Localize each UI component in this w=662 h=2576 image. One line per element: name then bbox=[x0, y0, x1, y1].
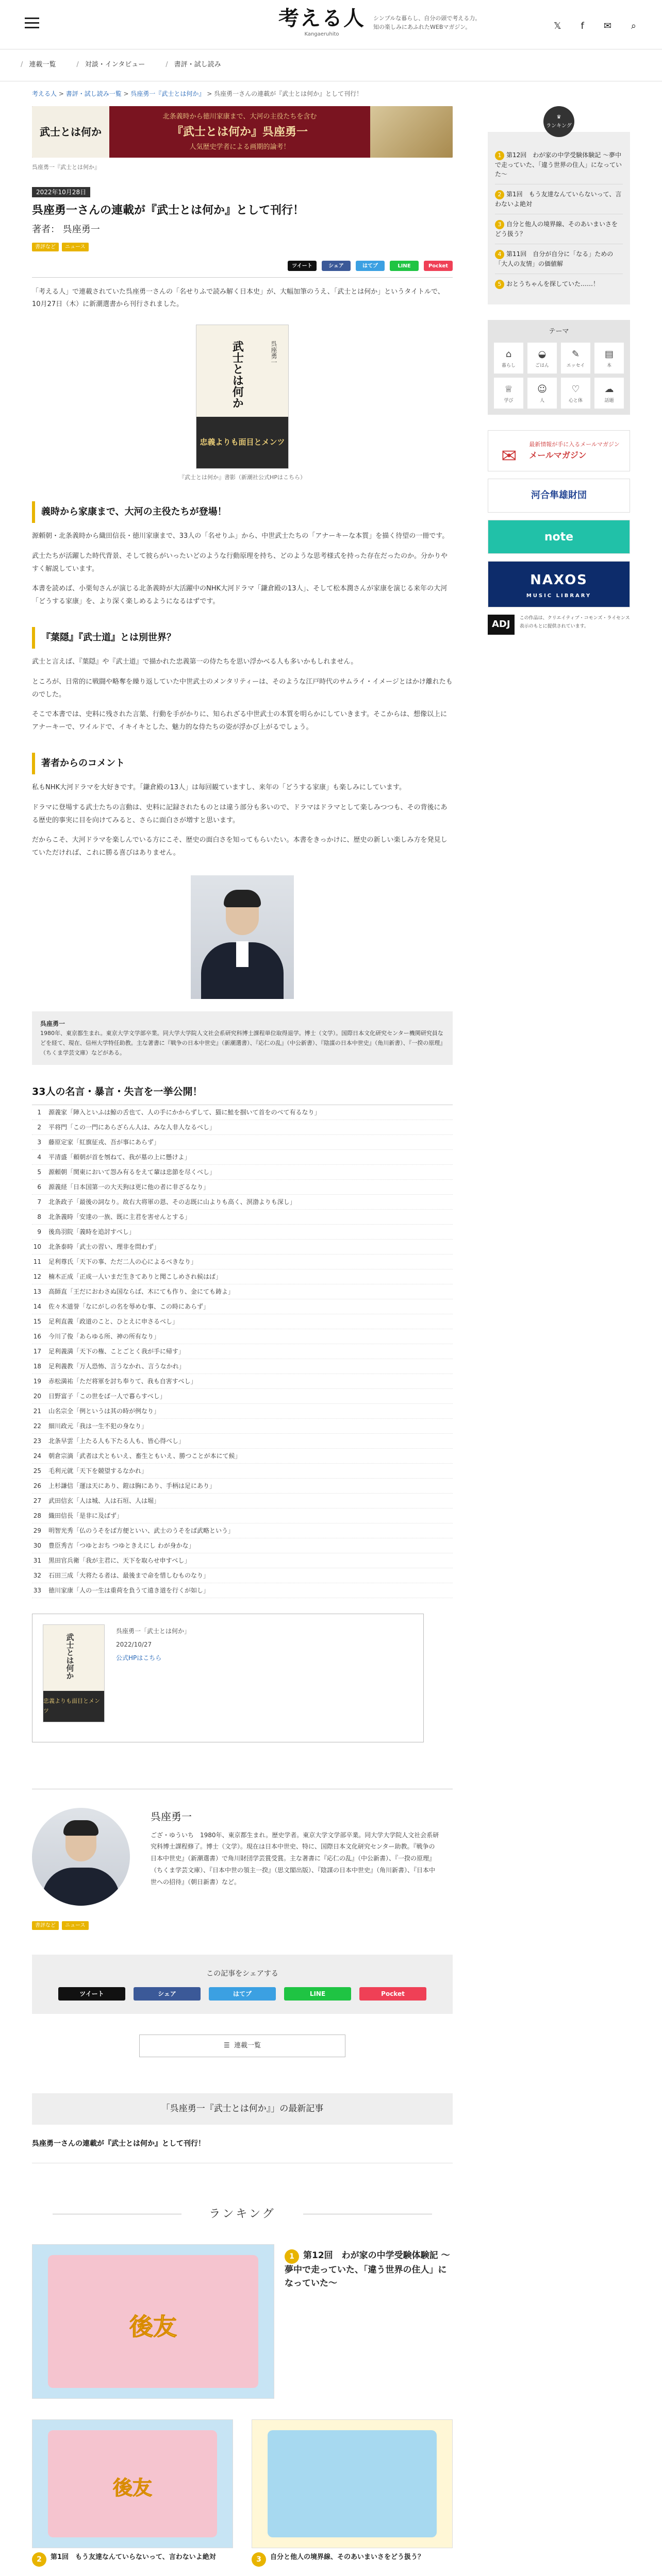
share-pocket-button[interactable]: Pocket bbox=[359, 1987, 426, 2001]
quote-number: 28 bbox=[33, 1512, 41, 1519]
author-profile-box bbox=[32, 1011, 453, 1065]
quote-text: 織田信長「是非に及ばず」 bbox=[48, 1512, 123, 1519]
quote-text: 日野富子「この世をば一人で暮らすべし」 bbox=[48, 1392, 166, 1400]
paragraph: 本書を読めば、小栗旬さんが演じる北条義時が大活躍中のNHK大河ドラマ「鎌倉殿の13人」、そして松本潤さんが家康を演じる来年の大河「どうする家康」を、より深く楽しめるようになるはずです。 bbox=[32, 585, 448, 606]
quote-number: 19 bbox=[33, 1377, 41, 1385]
series-list-label: 連載一覧 bbox=[234, 2042, 261, 2050]
rank-title: 自分と他人の境界線、そのあいまいさをどう扱う？ bbox=[270, 2553, 425, 2562]
rank-card-3[interactable] bbox=[252, 2419, 453, 2567]
quote-text: 平清盛「頼朝が首を刎ねて、我が墓の上に懸けよ」 bbox=[48, 1153, 191, 1161]
quote-item bbox=[32, 1329, 453, 1344]
theme-topic[interactable]: ☁ 話題 bbox=[594, 378, 624, 409]
theme-heart[interactable]: ♡ 心と体 bbox=[561, 378, 590, 409]
person-icon: ☺ bbox=[537, 383, 547, 395]
book-card[interactable] bbox=[32, 1614, 424, 1742]
share-section-title: この記事をシェアする bbox=[206, 1969, 278, 1978]
author-thumbnail bbox=[32, 1808, 130, 1906]
logo-sub: Kangaeruhito bbox=[304, 31, 339, 37]
quote-item bbox=[32, 1583, 453, 1598]
heart-icon: ♡ bbox=[571, 383, 580, 395]
sidebar-ranking-head bbox=[488, 106, 630, 137]
quote-text: 石田三成「大将たる者は、最後まで命を惜しむものなり」 bbox=[48, 1571, 210, 1579]
tag-list bbox=[32, 243, 453, 251]
rank-title: 第12回 わが家の中学受験体験記 〜夢中で走っていた、「違う世界の住人」になっていた〜 bbox=[285, 2250, 450, 2289]
author-photo bbox=[191, 875, 294, 999]
author-bio-text: ござ・ゆういち 1980年、東京都生まれ。歴史学者。東京大学文学部卒業。同大学大学院人文社会系研究科博士課程修了。博士（文学）。現在は日本中世史、特に、国際日本文化研究センター助教。『戦争の日本中世史』（新潮選書）で角川財団学芸賞受賞。主な著書に『応仁の乱』（中公新書）、『一揆の原理』（ちくま学芸文庫）、『日本中世の領主一揆』（思文閣出版）、『陰謀の日本中世史』（角川新書）、『日本中世への招待』（朝日新書）など。 bbox=[151, 1831, 439, 1886]
paragraph: 私もNHK大河ドラマを大好きです。「鎌倉殿の13人」は毎回観ていますし、来年の「どうする家康」も楽しみにしています。 bbox=[32, 784, 406, 792]
quote-number: 14 bbox=[33, 1302, 41, 1310]
nav-item-interview[interactable]: / 対談・インタビュー bbox=[76, 59, 145, 71]
quote-number: 4 bbox=[37, 1153, 41, 1161]
logo-text: 考える人 bbox=[278, 6, 365, 30]
quote-item bbox=[32, 1165, 453, 1180]
banner-line1: 北条義時から徳川家康まで、大河の主役たちを含む bbox=[162, 112, 317, 121]
sidebar-ranking-list bbox=[488, 132, 630, 304]
tag-list-bottom bbox=[32, 1921, 453, 1930]
quote-number: 20 bbox=[33, 1392, 41, 1400]
paragraph: 武士と言えば、『葉隠』や『武士道』で描かれた忠義第一の侍たちを思い浮かべる人も多いかもしれません。 bbox=[32, 658, 358, 666]
quote-item bbox=[32, 1255, 453, 1269]
quote-text: 源義家「陣入といふは鯨の舌也て、人の手にかからずして、猫に鮭を掴いて首をのべて有るなり」 bbox=[48, 1108, 321, 1116]
quote-text: 楠木正成「正成一人いまだ生きてありと聞こしめされ候はば」 bbox=[48, 1273, 222, 1280]
house-icon: ⌂ bbox=[505, 348, 512, 360]
bowl-icon: ◒ bbox=[538, 348, 547, 360]
quote-item bbox=[32, 1135, 453, 1150]
theme-essay[interactable]: ✎ エッセイ bbox=[561, 343, 590, 374]
site-logo[interactable] bbox=[278, 7, 482, 39]
quote-text: 黒田官兵衛「我が主君に、天下を取らせ申すべし」 bbox=[48, 1556, 191, 1564]
sidebar-rank-item[interactable] bbox=[495, 184, 623, 214]
crown-icon: ♛ ランキング bbox=[543, 106, 574, 137]
quote-text: 足利義教「万人恐怖、言うなかれ、言うなかれ」 bbox=[48, 1362, 185, 1370]
book-card-date: 2022/10/27 bbox=[116, 1640, 152, 1648]
quote-text: 北条早雲「上たる人も下たる人も、皆心得べし」 bbox=[48, 1437, 185, 1445]
quote-item bbox=[32, 1225, 453, 1240]
quote-number: 3 bbox=[37, 1138, 41, 1146]
profile-text: 1980年、東京都生まれ。東京大学文学部卒業。同大学大学院人文社会系研究科博士課程単位取得退学。博士（文学）。国際日本文化研究センター機関研究員などを経て、現在、信州大学特任助教。主な著書に『戦争の日本中世史』（新潮選書）、『応仁の乱』（中公新書）、『陰謀の日本中世史』（角川新書）、『一揆の原理』（ちくま学芸文庫）などがある。 bbox=[40, 1030, 443, 1056]
banner-line2: 『武士とは何か』呉座勇一 bbox=[171, 125, 308, 139]
sidebar-rank-item[interactable] bbox=[495, 274, 623, 294]
quote-item bbox=[32, 1105, 453, 1120]
article-content bbox=[32, 106, 453, 2576]
quote-text: 藤原定家「紅旗征戎、吾が事にあらず」 bbox=[48, 1138, 160, 1146]
quotes-title: 33人の名言・暴言・失言を一挙公開！ bbox=[32, 1083, 453, 1105]
nav-label: 連載一覧 bbox=[29, 61, 56, 69]
quote-text: 北条泰時「武士の習い、理非を問わず」 bbox=[48, 1243, 160, 1250]
quote-text: 武田信玄「人は城、人は石垣、人は堀」 bbox=[48, 1497, 160, 1504]
book-cover-band: 忠義よりも面目とメンツ bbox=[196, 417, 288, 468]
series-list-button[interactable]: ☰ 連載一覧 bbox=[139, 2035, 345, 2057]
quote-text: 山名宗全「例というは其の時が例なり」 bbox=[48, 1407, 160, 1415]
rank-image-text: 後友 bbox=[129, 2312, 177, 2341]
quote-text: 後鳥羽院「義時を追討すべし」 bbox=[48, 1228, 135, 1235]
profile-name: 呉座勇一 bbox=[40, 1020, 65, 1027]
quote-item bbox=[32, 1344, 453, 1359]
book-card-author: 呉座勇一「武士とは何か」 bbox=[116, 1627, 191, 1635]
breadcrumb-category[interactable]: 書評・試し読み一覧 bbox=[65, 90, 122, 97]
menu-icon[interactable] bbox=[25, 18, 39, 29]
rank-number: 3 bbox=[252, 2552, 266, 2567]
share-line-button[interactable]: LINE bbox=[390, 261, 419, 271]
share-facebook-button[interactable]: シェア bbox=[322, 261, 351, 271]
rank-title: 第12回 わが家の中学受験体験記 〜夢中で走っていた、「違う世界の住人」になっていた〜 bbox=[495, 151, 622, 178]
share-twitter-button[interactable]: ツイート bbox=[58, 1987, 125, 2001]
mail-icon[interactable]: ✉ bbox=[603, 21, 611, 31]
quote-item bbox=[32, 1284, 453, 1299]
quote-text: 今川了俊「あらゆる所、神の所有なり」 bbox=[48, 1332, 160, 1340]
quote-item bbox=[32, 1195, 453, 1210]
breadcrumb: 考える人 > 書評・試し読み一覧 > 呉座勇一『武士とは何か』 > 呉座勇一さんの連載が『武士とは何か』として刊行！ bbox=[32, 90, 363, 97]
quote-number: 29 bbox=[33, 1527, 41, 1534]
quote-item bbox=[32, 1180, 453, 1195]
sidebar-rank-item[interactable] bbox=[495, 145, 623, 184]
tag[interactable]: 書評など bbox=[32, 243, 59, 251]
rank-title: おとうちゃんを探していた……！ bbox=[506, 280, 600, 288]
book-figure bbox=[32, 325, 453, 483]
ad-mailmagazine[interactable]: ✉ 最新情報が手に入るメールマガジン メールマガジン bbox=[488, 430, 630, 471]
quote-item bbox=[32, 1509, 453, 1523]
quote-text: 朝倉宗滴「武者は犬ともいえ、畜生ともいえ、勝つことが本にて候」 bbox=[48, 1452, 241, 1460]
theme-title: テーマ bbox=[549, 328, 569, 336]
book-banner[interactable] bbox=[32, 106, 453, 158]
breadcrumb-home[interactable]: 考える人 bbox=[32, 90, 57, 97]
quote-text: 細川政元「我は一生不犯の身なり」 bbox=[48, 1422, 148, 1430]
rank-number: 1 bbox=[285, 2249, 299, 2264]
article-lead: 「考える人」で連載されていた呉座勇一さんの「名せりふで読み解く日本史」が、大幅加筆のうえ、「武士とは何か」というタイトルで、10月27日（木）に新潮選書から刊行されました。 bbox=[32, 288, 444, 308]
paragraph: ところが、日常的に戦闘や略奪を繰り返していた中世武士のメンタリティーは、そのような江戸時代のサムライ・イメージとはかけ離れたものでした。 bbox=[32, 678, 453, 699]
quote-number: 16 bbox=[33, 1332, 41, 1340]
nav-item-review[interactable]: / 書評・試し読み bbox=[166, 59, 221, 71]
rank-number: 4 bbox=[495, 250, 504, 259]
ad-note[interactable]: note bbox=[488, 520, 630, 554]
quote-number: 11 bbox=[33, 1258, 41, 1265]
quote-number: 5 bbox=[37, 1168, 41, 1176]
share-section bbox=[32, 1955, 453, 2014]
ad-adj[interactable]: ADJ この作品は、クリエイティブ・コモンズ・ライセンス表示のもとに提供されています。 bbox=[488, 615, 630, 651]
author-block bbox=[32, 1789, 453, 1906]
site-header bbox=[0, 0, 662, 49]
quote-number: 22 bbox=[33, 1422, 41, 1430]
ad-kawai[interactable]: 河合隼雄財団 bbox=[488, 479, 630, 513]
book-card-title: 武士とは何か bbox=[65, 1633, 75, 1680]
twitter-icon[interactable]: 𝕏 bbox=[553, 21, 561, 31]
tag[interactable]: ニュース bbox=[62, 243, 89, 251]
quote-number: 9 bbox=[37, 1228, 41, 1235]
quote-item bbox=[32, 1553, 453, 1568]
share-buttons bbox=[32, 261, 453, 278]
quote-text: 平将門「この一門にあらざらん人は、みな人非人なるべし」 bbox=[48, 1123, 216, 1131]
ranking-grid bbox=[32, 2244, 453, 2576]
crown-label: ランキング bbox=[546, 123, 572, 129]
main-nav bbox=[0, 49, 662, 81]
quote-number: 24 bbox=[33, 1452, 41, 1460]
quote-number: 21 bbox=[33, 1407, 41, 1415]
ad-naxos[interactable]: NAXOS MUSIC LIBRARY bbox=[488, 561, 630, 607]
quote-number: 17 bbox=[33, 1347, 41, 1355]
search-icon[interactable]: ⌕ bbox=[631, 21, 636, 31]
book-card-image[interactable] bbox=[43, 1624, 105, 1722]
quote-item bbox=[32, 1210, 453, 1225]
section-heading: 『葉隠』『武士道』とは別世界？ bbox=[32, 627, 453, 649]
quote-text: 上杉謙信「運は天にあり、鎧は胸にあり、手柄は足にあり」 bbox=[48, 1482, 216, 1489]
rank-number: 2 bbox=[32, 2552, 46, 2567]
share-pocket-button[interactable]: Pocket bbox=[424, 261, 453, 271]
nav-label: 書評・試し読み bbox=[174, 61, 221, 69]
quote-number: 15 bbox=[33, 1317, 41, 1325]
book-icon: ▤ bbox=[604, 348, 614, 360]
quote-text: 毛利元就「天下を競望するなかれ」 bbox=[48, 1467, 148, 1475]
quote-item bbox=[32, 1419, 453, 1434]
book-card-link[interactable]: 公式HPはこちら bbox=[116, 1654, 162, 1662]
quote-text: 佐々木道誉「なにがしの名を辱めむ事、この時にあらず」 bbox=[48, 1302, 210, 1310]
quote-item bbox=[32, 1494, 453, 1509]
quote-item bbox=[32, 1120, 453, 1135]
header-icons bbox=[554, 19, 636, 35]
quote-number: 10 bbox=[33, 1243, 41, 1250]
quote-number: 12 bbox=[33, 1273, 41, 1280]
share-facebook-button[interactable]: シェア bbox=[134, 1987, 201, 2001]
nav-item-series[interactable]: / 連載一覧 bbox=[21, 59, 56, 71]
quote-item bbox=[32, 1359, 453, 1374]
quote-number: 32 bbox=[33, 1571, 41, 1579]
quote-text: 赤松満祐「ただ将軍を討ち奉りて、我も自害すべし」 bbox=[48, 1377, 197, 1385]
banner-book-title: 武士とは何か bbox=[32, 106, 109, 158]
bubble-icon: ☁ bbox=[604, 383, 614, 395]
quote-number: 6 bbox=[37, 1183, 41, 1191]
quote-item bbox=[32, 1479, 453, 1494]
quote-text: 足利直義「政道のこと、ひとえに申さるべし」 bbox=[48, 1317, 179, 1325]
rank-number: 3 bbox=[495, 220, 504, 229]
rank-image bbox=[252, 2419, 453, 2548]
cap-icon: ♕ bbox=[504, 383, 513, 395]
book-cover-title: 武士とは何か bbox=[230, 341, 244, 409]
book-cover-image[interactable] bbox=[196, 325, 289, 469]
author-bio-name[interactable]: 呉座勇一 bbox=[151, 1810, 192, 1823]
quote-number: 13 bbox=[33, 1287, 41, 1295]
tag[interactable]: ニュース bbox=[62, 1921, 89, 1930]
tag[interactable]: 書評など bbox=[32, 1921, 59, 1930]
quote-text: 北条義時「安達の一族、既に主君を害せんとする」 bbox=[48, 1213, 191, 1221]
rank-image bbox=[32, 2419, 233, 2548]
pen-icon: ✎ bbox=[571, 348, 580, 360]
quote-text: 足利義満「天下の権、ことごとく我が手に帰す」 bbox=[48, 1347, 185, 1355]
quote-text: 源義経「日本国第一の大天狗は更に他の者に非ざるなり」 bbox=[48, 1183, 210, 1191]
rank-image bbox=[32, 2244, 274, 2399]
theme-food[interactable]: ◒ ごはん bbox=[527, 343, 557, 374]
mail-icon: ✉ bbox=[501, 446, 517, 467]
quote-item bbox=[32, 1240, 453, 1255]
section-heading: 著者からのコメント bbox=[32, 753, 453, 775]
ranking-bottom-title: ランキング bbox=[32, 2205, 453, 2224]
tagline: シンプルな暮らし、自分の頭で考える力。知の楽しみにあふれたWEBマガジン。 bbox=[373, 15, 481, 30]
sidebar-rank-item[interactable] bbox=[495, 214, 623, 244]
article-title: 呉座勇一さんの連載が『武士とは何か』として刊行！ bbox=[32, 204, 305, 217]
theme-person[interactable]: ☺ 人 bbox=[527, 378, 557, 409]
quote-number: 18 bbox=[33, 1362, 41, 1370]
quote-number: 1 bbox=[37, 1108, 41, 1116]
paragraph: ドラマに登場する武士たちの言動は、史料に記録されたものとは違う部分も多いので、ドラマはドラマとして楽しみつつも、その背後にある歴史的事実に目を向けてみると、さらに面白さが増すと思います。 bbox=[32, 804, 448, 824]
quote-text: 徳川家康「人の一生は重荷を負うて遠き道を行くが如し」 bbox=[48, 1586, 210, 1594]
theme-house[interactable]: ⌂ 暮らし bbox=[494, 343, 523, 374]
series-label[interactable]: 呉座勇一『武士とは何か』 bbox=[32, 164, 100, 171]
rank-title: 第1回 もう友達なんていらないって、言わないよ絶対 bbox=[495, 191, 622, 208]
quote-number: 27 bbox=[33, 1497, 41, 1504]
quote-number: 8 bbox=[37, 1213, 41, 1221]
latest-article-link[interactable]: 呉座勇一さんの連載が『武士とは何か』として刊行！ bbox=[32, 2125, 453, 2163]
banner-artwork bbox=[370, 106, 453, 158]
quote-number: 7 bbox=[37, 1198, 41, 1206]
figure-caption[interactable]: 『武士とは何か』書影（新潮社公式HPはこちら） bbox=[179, 474, 306, 481]
quote-item bbox=[32, 1404, 453, 1419]
banner-line3: 人気歴史学者による画期的論考！ bbox=[189, 143, 290, 151]
quote-number: 26 bbox=[33, 1482, 41, 1489]
theme-box bbox=[488, 320, 630, 415]
quote-text: 明智光秀「仏のうそをば方便といい、武士のうそをば武略という」 bbox=[48, 1527, 235, 1534]
quote-number: 23 bbox=[33, 1437, 41, 1445]
facebook-icon[interactable]: f bbox=[581, 21, 584, 31]
quote-item bbox=[32, 1389, 453, 1404]
quote-item bbox=[32, 1299, 453, 1314]
share-line-button[interactable]: LINE bbox=[284, 1987, 351, 2001]
share-twitter-button[interactable]: ツイート bbox=[288, 261, 317, 271]
breadcrumb-current: 呉座勇一さんの連載が『武士とは何か』として刊行！ bbox=[214, 90, 363, 97]
quote-text: 足利尊氏「天下の事、ただ二人の心によるべきなり」 bbox=[48, 1258, 197, 1265]
quote-number: 30 bbox=[33, 1541, 41, 1549]
quote-text: 北条政子「最後の詞なり。故右大将軍の恩、その志既に山よりも高く、溟渤よりも深し」 bbox=[48, 1198, 296, 1206]
quote-item bbox=[32, 1523, 453, 1538]
breadcrumb-series[interactable]: 呉座勇一『武士とは何か』 bbox=[130, 90, 205, 97]
quote-item bbox=[32, 1374, 453, 1389]
theme-learn[interactable]: ♕ 学び bbox=[494, 378, 523, 409]
sidebar-rank-item[interactable] bbox=[495, 244, 623, 274]
quote-item bbox=[32, 1314, 453, 1329]
quote-number: 33 bbox=[33, 1586, 41, 1594]
publish-date: 2022年10月28日 bbox=[32, 187, 90, 197]
quote-item bbox=[32, 1269, 453, 1284]
share-hatena-button[interactable]: はてブ bbox=[209, 1987, 276, 2001]
quote-item bbox=[32, 1464, 453, 1479]
rank-card-2[interactable] bbox=[32, 2419, 233, 2567]
theme-book[interactable]: ▤ 本 bbox=[594, 343, 624, 374]
paragraph: 武士たちが活躍した時代背景、そして彼らがいったいどのような行動原理を持ち、どのような思考様式を持った存在だったのか。分かりやすく解説しています。 bbox=[32, 552, 448, 573]
quote-number: 2 bbox=[37, 1123, 41, 1131]
latest-articles-title: 「呉座勇一『武士とは何か』」の最新記事 bbox=[32, 2093, 453, 2125]
rank-title: 第1回 もう友達なんていらないって、言わないよ絶対 bbox=[51, 2553, 216, 2562]
quote-item bbox=[32, 1449, 453, 1464]
rank-title: 第11回 自分が自分に「なる」ための「大人の友情」の価値解 bbox=[495, 250, 614, 268]
rank-number: 5 bbox=[495, 280, 504, 289]
book-card-band: 忠義よりも面目とメンツ bbox=[43, 1691, 104, 1722]
quote-list bbox=[32, 1105, 453, 1598]
rank-number: 2 bbox=[495, 190, 504, 199]
rank-number: 1 bbox=[495, 151, 504, 160]
quote-item bbox=[32, 1568, 453, 1583]
quote-item bbox=[32, 1538, 453, 1553]
rank-image-text: 後友 bbox=[112, 2476, 152, 2499]
quote-item bbox=[32, 1434, 453, 1449]
share-hatena-button[interactable]: はてブ bbox=[356, 261, 385, 271]
nav-label: 対談・インタビュー bbox=[85, 61, 145, 69]
paragraph: だからこそ、大河ドラマを楽しんでいる方にこそ、歴史の面白さを知ってもらいたい。本書をきっかけに、歴史の新しい楽しみ方を発見していただければ、これに勝る喜びはありません。 bbox=[32, 836, 448, 857]
quote-text: 源頼朝「関東において怨み有るをえて輩は忠節を尽くべし」 bbox=[48, 1168, 216, 1176]
quote-item bbox=[32, 1150, 453, 1165]
quote-number: 25 bbox=[33, 1467, 41, 1475]
quote-text: 高師直「王だにおわさぬ国ならば、木にても作り、金にても鋳よ」 bbox=[48, 1287, 235, 1295]
book-cover-author: 呉座勇一 bbox=[270, 341, 277, 366]
article-author: 著者： 呉座勇一 bbox=[32, 224, 100, 235]
rank-card-1[interactable] bbox=[32, 2244, 453, 2399]
quote-number: 31 bbox=[33, 1556, 41, 1564]
rank-title: 自分と他人の境界線、そのあいまいさをどう扱う？ bbox=[495, 221, 618, 238]
sidebar bbox=[488, 106, 630, 651]
quote-text: 豊臣秀吉「つゆとおち つゆときえにし わが身かな」 bbox=[48, 1541, 195, 1549]
paragraph: 源頼朝・北条義時から織田信長・徳川家康まで、33人の「名せりふ」から、中世武士たちの「アナーキーな本質」を描く待望の一冊です。 bbox=[32, 532, 449, 540]
section-heading: 義時から家康まで、大河の主役たちが登場！ bbox=[32, 501, 453, 523]
paragraph: そこで本書では、史料に残された言葉、行動を手がかりに、知られざる中世武士の本質を明らかにしていきます。そこからは、想像以上にアナーキーで、ワイルドで、イキイキとした、魅力的な侍たちの姿が浮かび上がるでしょう。 bbox=[32, 710, 447, 732]
